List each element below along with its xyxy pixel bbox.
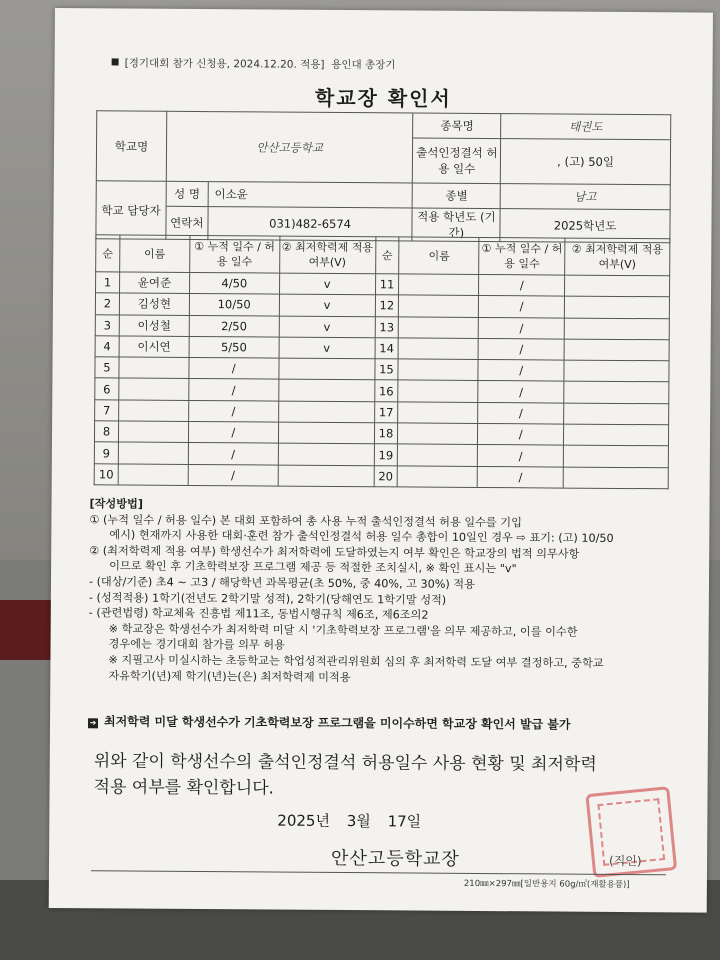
cell-name bbox=[399, 274, 479, 296]
cell-days: / bbox=[479, 317, 565, 339]
cell-name bbox=[398, 380, 478, 402]
cell-name bbox=[118, 442, 188, 464]
arrow-box-icon: ➔ bbox=[89, 718, 97, 728]
cell-days: / bbox=[478, 424, 564, 446]
cell-name bbox=[118, 421, 188, 443]
event-label: 종목명 bbox=[413, 113, 501, 139]
warning-line bbox=[88, 712, 571, 732]
note-line: 이므로 확인 후 기초학력보장 프로그램 제공 등 적절한 조치실시, ※ 확인 표시는 "v" bbox=[109, 559, 517, 576]
col-min: ② 최저학력제 적용 여부(V) bbox=[279, 236, 375, 274]
note-line: ① (누적 일수 / 허용 일수) 본 대회 포함하여 총 사용 누적 출석인정결석 허용 일수를 기입 bbox=[89, 512, 522, 529]
note-line: 경우에는 경기대회 참가를 의무 허용 bbox=[108, 637, 285, 652]
cell-days: / bbox=[479, 296, 565, 318]
cell-name: 이성철 bbox=[119, 315, 189, 337]
attendance-label: 출석인정결석 허용 일수 bbox=[413, 138, 501, 184]
issue-date bbox=[277, 810, 433, 832]
cell-min bbox=[564, 403, 669, 425]
cell-min bbox=[278, 380, 374, 402]
manager-label: 학교 담당자 bbox=[96, 181, 166, 239]
cell-no: 2 bbox=[95, 293, 119, 314]
warning-text: 최저학력 미달 학생선수가 기초학력보장 프로그램을 미이수하면 학교장 확인서 발급 불가 bbox=[103, 714, 571, 732]
cell-no: 8 bbox=[94, 421, 118, 442]
paper-spec-footer: 210㎜×297㎜[일반용지 60g/㎡(재활용품)] bbox=[463, 878, 630, 891]
contact-value: 031)482-6574 bbox=[208, 207, 413, 241]
notes-heading: [작성방법] bbox=[89, 497, 144, 511]
cell-min bbox=[563, 467, 668, 489]
cell-no: 15 bbox=[374, 359, 398, 380]
cell-min bbox=[564, 296, 669, 318]
note-line: ※ 학교장은 학생선수가 최저학력 미달 시 '기초학력보장 프로그램'을 의무 제공하고, 이를 이수한 bbox=[108, 622, 578, 639]
student-table bbox=[94, 234, 671, 489]
cell-name bbox=[399, 317, 479, 339]
cell-days: 10/50 bbox=[189, 294, 279, 316]
cell-name bbox=[398, 423, 478, 445]
date-month: 3월 bbox=[346, 812, 371, 831]
cell-days: / bbox=[478, 402, 564, 424]
cell-min bbox=[278, 422, 374, 444]
name-value: 이소윤 bbox=[208, 182, 413, 208]
note-line: 예시) 현재까지 사용한 대회·훈련 참가 출석인정결석 허용 일수 총합이 10일인 경우 ⇨ 표기: (고) 10/50 bbox=[109, 528, 614, 546]
square-bullet-icon bbox=[112, 58, 119, 65]
document-paper bbox=[49, 8, 713, 913]
cell-no: 20 bbox=[374, 465, 398, 486]
header-note bbox=[112, 55, 396, 72]
cell-no: 3 bbox=[95, 314, 119, 335]
cell-name bbox=[118, 464, 188, 486]
cell-name bbox=[398, 359, 478, 381]
cell-name bbox=[398, 466, 478, 488]
col-name: 이름 bbox=[120, 235, 190, 272]
cell-min: v bbox=[279, 294, 375, 316]
cell-days: / bbox=[478, 445, 564, 467]
col-days: ① 누적 일수 / 허용 일수 bbox=[479, 237, 565, 275]
col-days: ① 누적 일수 / 허용 일수 bbox=[189, 235, 279, 273]
cell-no: 18 bbox=[374, 423, 398, 444]
cell-name bbox=[119, 400, 189, 422]
cell-name: 윤여준 bbox=[119, 272, 189, 294]
cell-no: 14 bbox=[375, 338, 399, 359]
cell-no: 11 bbox=[375, 274, 399, 295]
cell-no: 19 bbox=[374, 444, 398, 465]
table-row bbox=[94, 463, 668, 488]
cell-days: 4/50 bbox=[189, 272, 279, 294]
cell-min bbox=[278, 443, 374, 465]
cell-days: / bbox=[189, 379, 279, 401]
year-label: 적용 학년도 (기간) bbox=[412, 208, 500, 242]
year-value: 2025학년도 bbox=[500, 209, 670, 243]
cell-min: v bbox=[279, 337, 375, 359]
cell-min bbox=[564, 360, 669, 382]
cell-days: 5/50 bbox=[189, 336, 279, 358]
cell-days: / bbox=[479, 274, 565, 296]
cell-days: / bbox=[478, 360, 564, 382]
cell-min bbox=[564, 424, 669, 446]
cell-days: / bbox=[478, 381, 564, 403]
cell-min bbox=[278, 465, 374, 487]
cell-days: / bbox=[188, 400, 278, 422]
cell-no: 1 bbox=[96, 272, 120, 293]
header-venue: 용인대 총장기 bbox=[331, 58, 396, 72]
contact-label: 연락처 bbox=[166, 206, 208, 239]
cell-min bbox=[278, 401, 374, 423]
instructions bbox=[88, 496, 689, 687]
cell-no: 16 bbox=[374, 380, 398, 401]
header-note-text: [경기대회 참가 신청용, 2024.12.20. 적용] bbox=[124, 57, 325, 71]
cell-name bbox=[399, 295, 479, 317]
cell-no: 13 bbox=[375, 316, 399, 337]
cell-name bbox=[119, 357, 189, 379]
school-value: 안산고등학교 bbox=[166, 111, 413, 183]
cell-name bbox=[398, 444, 478, 466]
confirm-line: 적용 여부를 확인합니다. bbox=[93, 777, 275, 799]
cell-name: 이시연 bbox=[119, 336, 189, 358]
cell-no: 9 bbox=[94, 442, 118, 463]
cell-days: / bbox=[188, 464, 278, 486]
school-label: 학교명 bbox=[96, 111, 166, 181]
event-value: 태권도 bbox=[501, 114, 671, 140]
page-title: 학교장 확인서 bbox=[314, 85, 452, 111]
cell-no: 10 bbox=[94, 463, 118, 484]
cell-no: 7 bbox=[95, 400, 119, 421]
date-day: 17일 bbox=[387, 812, 422, 831]
attendance-value: , (고) 50일 bbox=[501, 139, 671, 185]
cell-no: 4 bbox=[95, 336, 119, 357]
note-line: - (관련법령) 학교체육 진흥법 제11조, 동법시행규칙 제6조, 제6조의2 bbox=[88, 606, 429, 622]
divider bbox=[91, 870, 666, 875]
type-value: 남고 bbox=[500, 184, 670, 210]
principal-title: 안산고등학교장 bbox=[330, 847, 460, 870]
cell-days: / bbox=[477, 466, 563, 488]
confirm-line: 위와 같이 학생선수의 출석인정결석 허용일수 사용 현황 및 최저학력 bbox=[93, 751, 597, 775]
col-no: 순 bbox=[375, 237, 399, 274]
cell-no: 6 bbox=[95, 378, 119, 399]
cell-no: 17 bbox=[374, 402, 398, 423]
cell-name bbox=[398, 402, 478, 424]
note-line: ② (최저학력제 적용 여부) 학생선수가 최저학력에 도달하였는지 여부 확인은 학교장의 법적 의무사항 bbox=[89, 544, 580, 561]
cell-min: v bbox=[279, 316, 375, 338]
table-header-row bbox=[96, 235, 670, 276]
date-year: 2025년 bbox=[277, 811, 331, 830]
confirmation-text bbox=[93, 748, 596, 804]
cell-no: 5 bbox=[95, 357, 119, 378]
note-line: - (대상/기준) 초4 ~ 고3 / 해당학년 과목평균(초 50%, 중 40%, 고 30%) 적용 bbox=[88, 575, 475, 591]
cell-days: / bbox=[188, 422, 278, 444]
note-line: ※ 지필고사 미실시하는 초등학교는 학업성적관리위원회 심의 후 최저학력 도달 여부 결정하고, 중학교 bbox=[108, 653, 604, 670]
cell-min bbox=[564, 318, 669, 340]
cell-days: / bbox=[188, 443, 278, 465]
cell-days: / bbox=[478, 338, 564, 360]
cell-no: 12 bbox=[375, 295, 399, 316]
cell-days: 2/50 bbox=[189, 315, 279, 337]
cell-min bbox=[564, 339, 669, 361]
cell-min bbox=[564, 382, 669, 404]
note-line: 자유학기(년)제 학기(년)는(은) 최저학력제 미적용 bbox=[108, 668, 351, 684]
cell-name bbox=[119, 378, 189, 400]
col-min: ② 최저학력제 적용 여부(V) bbox=[565, 238, 670, 276]
col-name: 이름 bbox=[399, 237, 479, 275]
col-no: 순 bbox=[96, 235, 120, 272]
seal-label: (직인) bbox=[609, 853, 642, 869]
name-label: 성 명 bbox=[166, 181, 208, 206]
cell-name bbox=[399, 338, 479, 360]
cell-min: v bbox=[279, 273, 375, 295]
type-label: 종별 bbox=[413, 183, 501, 209]
cell-min bbox=[565, 275, 670, 297]
cell-min bbox=[563, 445, 668, 467]
note-line: - (성적적용) 1학기(전년도 2학기말 성적), 2학기(당해연도 1학기말 성적) bbox=[88, 590, 447, 607]
cell-min bbox=[279, 358, 375, 380]
cell-days: / bbox=[189, 358, 279, 380]
cell-name: 김성현 bbox=[119, 293, 189, 315]
school-info-table bbox=[95, 110, 671, 243]
